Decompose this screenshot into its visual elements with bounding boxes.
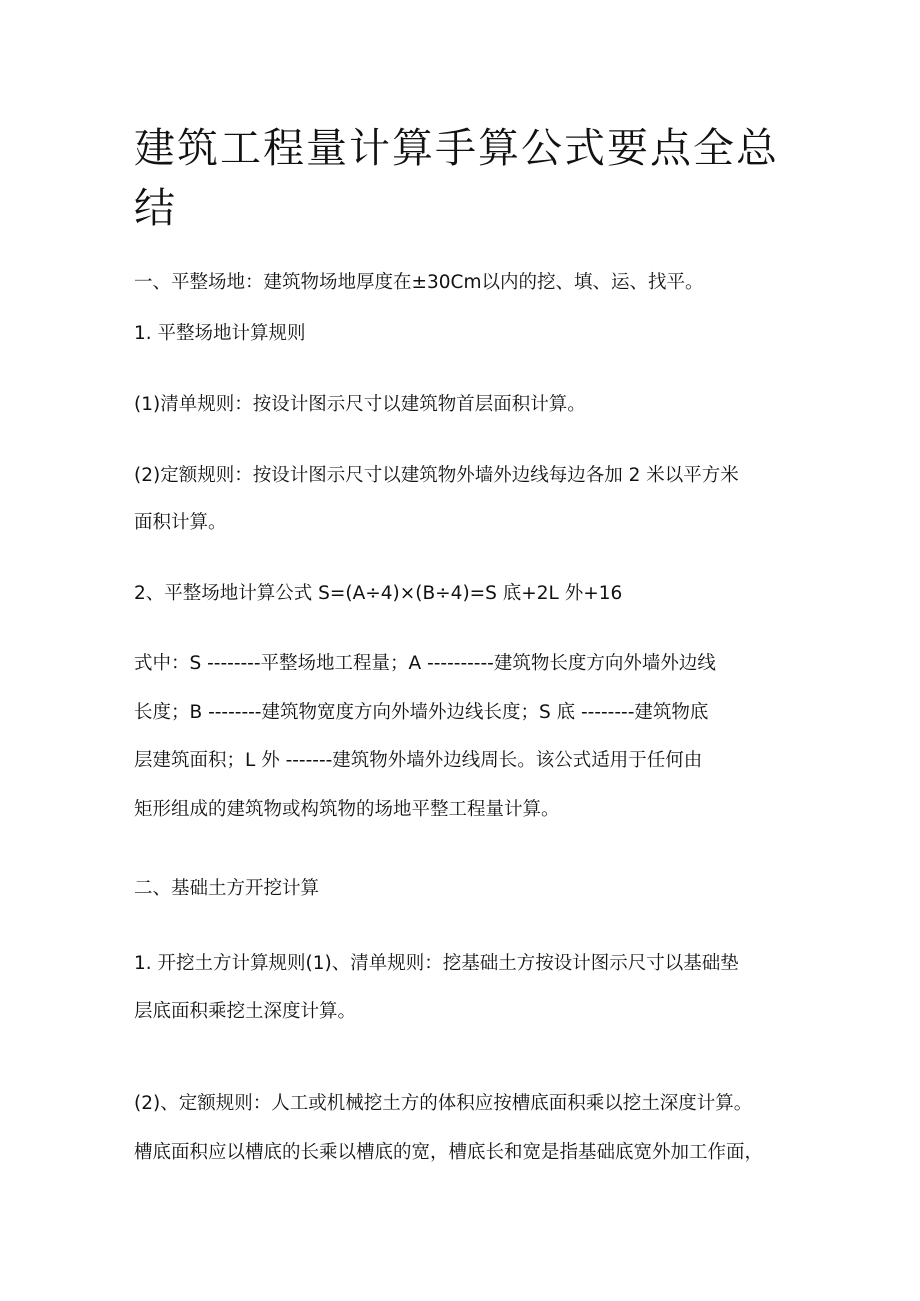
section-1-heading: 一、平整场地：建筑物场地厚度在±30Cm以内的挖、填、运、找平。 [134, 272, 704, 293]
paragraph-line: 长度；B --------建筑物宽度方向外墙外边线长度；S 底 --------建筑物底 [134, 702, 709, 723]
section-2-heading: 二、基础土方开挖计算 [134, 878, 320, 899]
title-line-1: 建筑工程量计算手算公式要点全总 [134, 124, 779, 172]
subheading-rules: 1. 平整场地计算规则 [134, 323, 306, 344]
paragraph-line: 层底面积乘挖土深度计算。 [134, 1001, 357, 1022]
paragraph-line: 式中：S --------平整场地工程量；A ----------建筑物长度方向外墙外边线 [134, 653, 716, 674]
paragraph-line: 槽底面积应以槽底的长乘以槽底的宽，槽底长和宽是指基础底宽外加工作面， [134, 1142, 764, 1163]
paragraph-line: 面积计算。 [134, 512, 227, 533]
formula-line: 2、平整场地计算公式 S=(A÷4)×(B÷4)=S 底+2L 外+16 [134, 583, 623, 604]
paragraph-line: 层建筑面积；L 外 -------建筑物外墙外边线周长。该公式适用于任何由 [134, 750, 703, 771]
paragraph-line: (2)定额规则：按设计图示尺寸以建筑物外墙外边线每边各加 2 米以平方米 [134, 465, 739, 486]
page-title [134, 118, 794, 238]
paragraph-line: (2)、定额规则：人工或机械挖土方的体积应按槽底面积乘以挖土深度计算。 [134, 1093, 753, 1114]
paragraph-line: 1. 开挖土方计算规则(1)、清单规则：挖基础土方按设计图示尺寸以基础垫 [134, 953, 739, 974]
paragraph-line: (1)清单规则：按设计图示尺寸以建筑物首层面积计算。 [134, 394, 586, 415]
paragraph-line: 矩形组成的建筑物或构筑物的场地平整工程量计算。 [134, 799, 560, 820]
title-line-2: 结 [134, 184, 177, 232]
